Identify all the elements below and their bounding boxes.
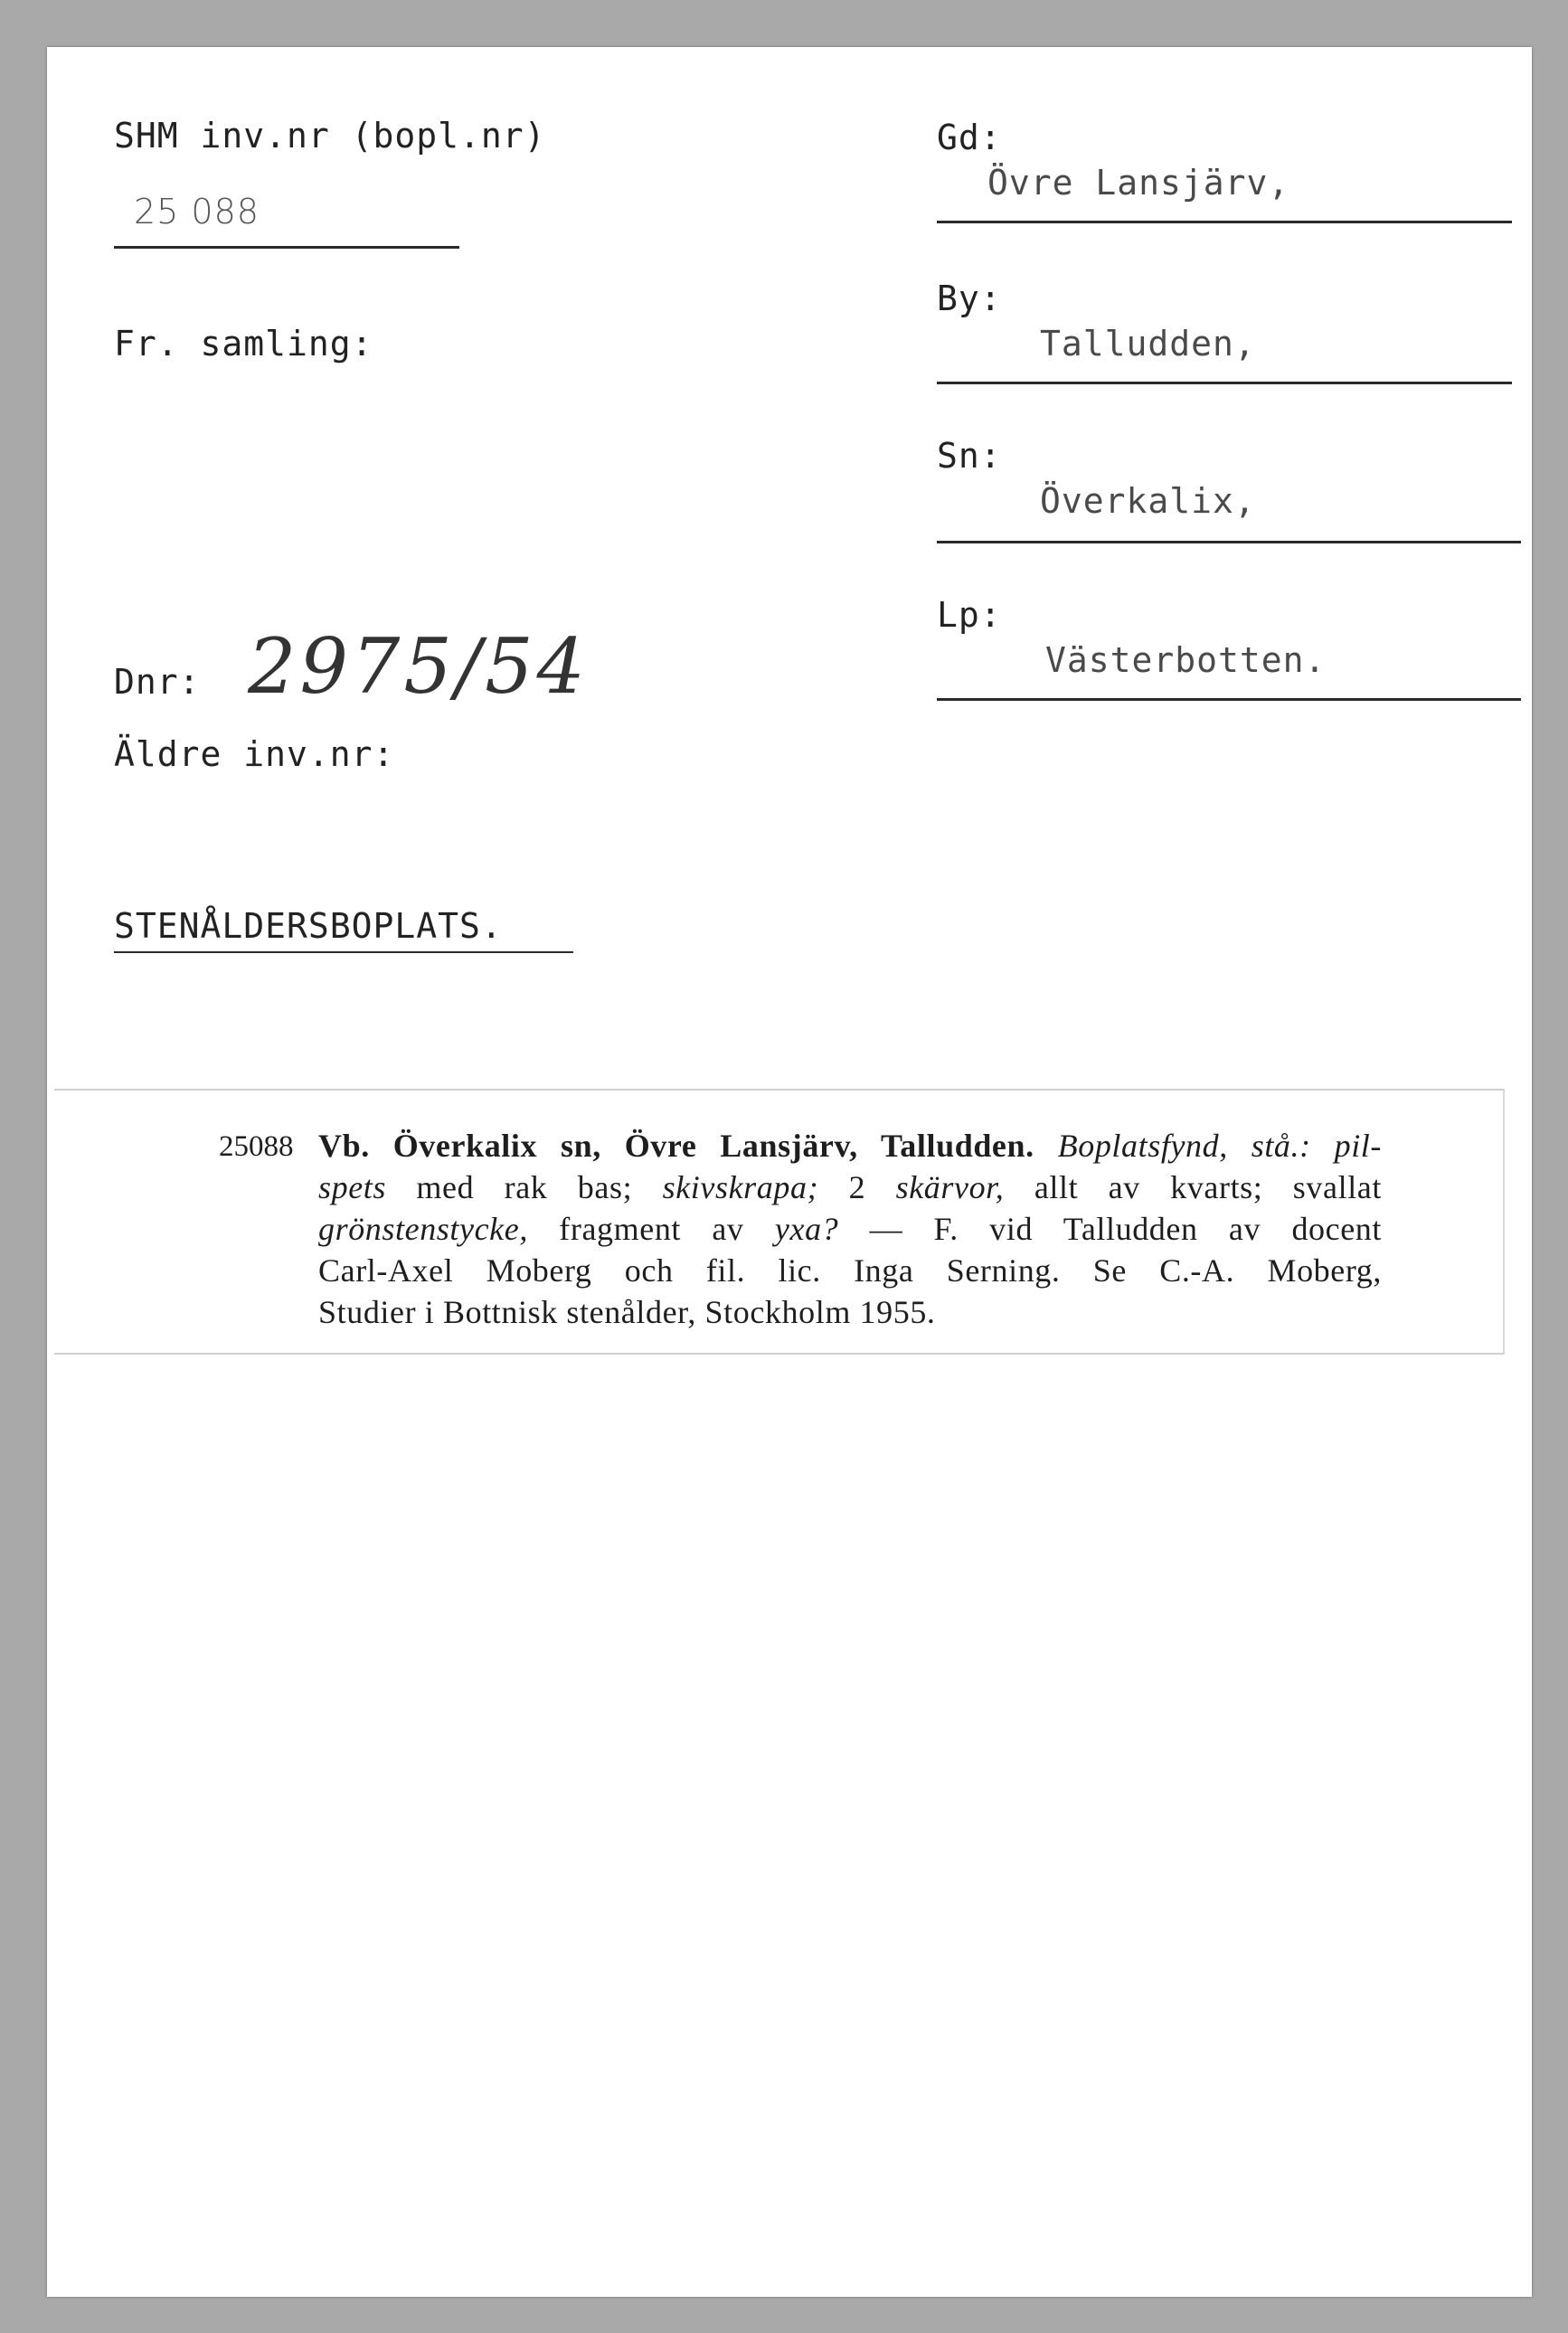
clipping-line — [318, 1125, 1382, 1166]
clipping-line — [318, 1166, 1382, 1208]
farm-underline — [937, 221, 1512, 223]
clipping-segment: spets — [318, 1169, 386, 1205]
clipping-segment: yxa? — [774, 1211, 839, 1247]
dnr-handwritten-value: 2975/54 — [248, 622, 589, 711]
clipping-segment: Vb. Överkalix sn, Övre Lansjärv, Talludden. — [318, 1128, 1034, 1164]
farm-value: Övre Lansjärv, — [987, 163, 1290, 203]
inventory-number-value: 25 088 — [134, 192, 260, 231]
catalog-card — [47, 47, 1532, 2297]
clipping-segment: Studier i Bottnisk stenålder, Stockholm 1955. — [318, 1294, 936, 1330]
village-label: By: — [937, 279, 1002, 318]
clipping-number: 25088 — [219, 1130, 294, 1163]
inventory-number-label: SHM inv.nr (bopl.nr) — [114, 116, 546, 156]
collection-label: Fr. samling: — [114, 324, 373, 364]
clipping-line — [318, 1250, 1382, 1291]
clipping-segment: Carl-Axel Moberg och fil. lic. Inga Serning. Se C.-A. Moberg, — [318, 1252, 1382, 1289]
clipping-segment: Boplatsfynd, stå.: pil- — [1057, 1128, 1382, 1164]
province-underline — [937, 698, 1521, 701]
clipping-segment: fragment av — [527, 1211, 775, 1247]
village-underline — [937, 382, 1512, 384]
parish-value: Överkalix, — [1040, 481, 1256, 521]
farm-label: Gd: — [937, 118, 1002, 157]
site-category: STENÅLDERSBOPLATS. — [114, 906, 503, 946]
clipping-segment: 2 — [818, 1169, 896, 1205]
clipping-segment: — F. vid Talludden av docent — [838, 1211, 1383, 1247]
clipping-line — [318, 1291, 1382, 1333]
inventory-number-underline — [114, 246, 459, 249]
clipping-segment: grönstenstycke, — [318, 1211, 528, 1247]
clipping-line — [318, 1208, 1382, 1250]
dnr-label: Dnr: — [114, 662, 201, 702]
clipping-segment: skivskrapa; — [662, 1169, 819, 1205]
parish-underline — [937, 541, 1521, 543]
clipping-segment: allt av kvarts; svallat — [1004, 1169, 1382, 1205]
province-value: Västerbotten. — [1045, 640, 1327, 680]
site-category-underline — [114, 951, 573, 953]
clipping-segment: skärvor, — [895, 1169, 1005, 1205]
province-label: Lp: — [937, 595, 1002, 635]
clipping-segment — [1034, 1128, 1058, 1164]
older-inventory-label: Äldre inv.nr: — [114, 734, 395, 774]
village-value: Talludden, — [1040, 324, 1256, 364]
clipping-segment: med rak bas; — [386, 1169, 663, 1205]
clipping-text — [318, 1125, 1382, 1333]
parish-label: Sn: — [937, 436, 1002, 476]
